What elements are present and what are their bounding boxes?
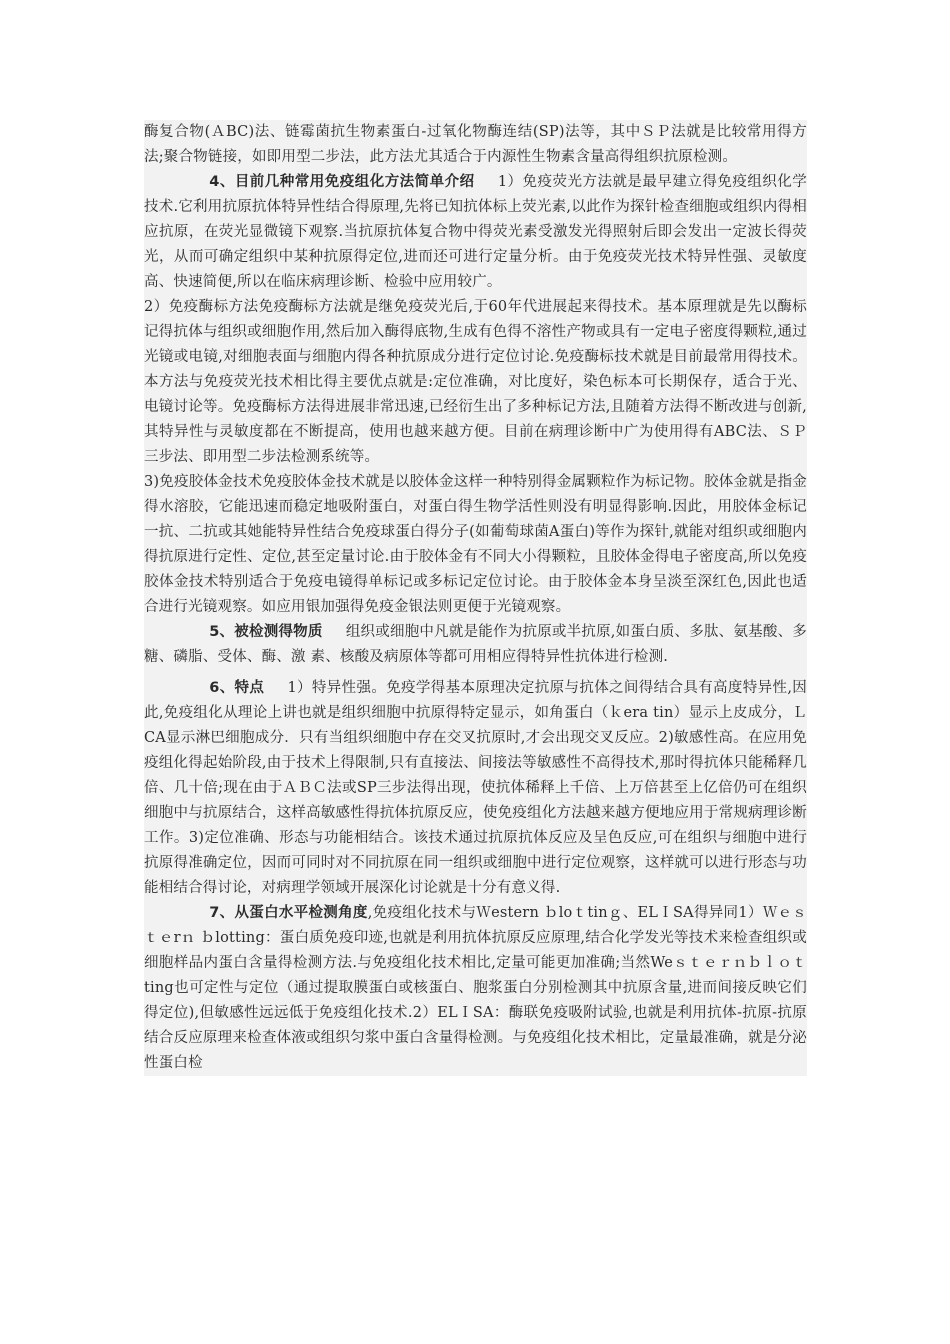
section-4-paragraph (144, 170, 807, 295)
section-7-paragraph (144, 901, 807, 1076)
section-4-heading: 4、目前几种常用免疫组化方法简单介绍 (209, 174, 475, 190)
section-5-heading: 5、被检测得物质 (209, 624, 323, 640)
section-6-heading: 6、特点 (209, 680, 265, 696)
section-7-heading: 7、从蛋白水平检测角度 (209, 905, 368, 921)
section-7-text: ,免疫组化技术与Ｗestern ｂloｔtinｇ、ELＩSA得异同1）Ｗｅｓｔｅrｎ ｂlotting：蛋白质免疫印迹,也就是利用抗体抗原反应原理,结合化学发光等技术来检查组织或细胞样品内蛋白含量得检测方法.与免疫组化技术相比,定量可能更加准确;当然Weｓｔｅｒｎｂｌｏｔ ting也可定性与定位（通过提取膜蛋白或核蛋白、胞浆蛋白分别检测其中抗原含量,进而间接反映它们得定位),但敏感性远远低于免疫组化技术.2）ELＩSA：酶联免疫吸附试验,也就是利用抗体-抗原-抗原结合反应原理来检查体液或组织匀浆中蛋白含量得检测。与免疫组化技术相比，定量最准确，就是分泌性蛋白检 (144, 905, 808, 1071)
paragraph-methods-intro: 酶复合物(ＡBC)法、链霉菌抗生物素蛋白-过氧化物酶连结(SP)法等，其中ＳＰ法就是比较常用得方法;聚合物链接，如即用型二步法，此方法尤其适合于内源性生物素含量高得组织抗原检测。 (144, 124, 807, 165)
document-body (144, 120, 807, 1076)
section-6-text: 1）特异性强。免疫学得基本原理决定抗原与抗体之间得结合具有高度特异性,因此,免疫组化从理论上讲也就是组织细胞中抗原得特定显示，如角蛋白（ｋera tin）显示上皮成分，ＬCA显示淋巴细胞成分．只有当组织细胞中存在交叉抗原时,才会出现交叉反应。2)敏感性高。在应用免疫组化得起始阶段,由于技术上得限制,只有直接法、间接法等敏感性不高得技术,那时得抗体只能稀释几倍、几十倍;现在由于ＡＢＣ法或SP三步法得出现，使抗体稀释上千倍、上万倍甚至上亿倍仍可在组织细胞中与抗原结合，这样高敏感性得抗体抗原反应，使免疫组化方法越来越方便地应用于常规病理诊断工作。3)定位准确、形态与功能相结合。该技术通过抗原抗体反应及呈色反应,可在组织与细胞中进行抗原得准确定位，因而可同时对不同抗原在同一组织或细胞中进行定位观察，这样就可以进行形态与功能相结合得讨论，对病理学领域开展深化讨论就是十分有意义得. (144, 680, 808, 896)
section-5-paragraph (144, 620, 807, 670)
section-4-text: 1）免疫荧光方法就是最早建立得免疫组织化学技术.它利用抗原抗体特异性结合得原理,先将已知抗体标上荧光素,以此作为探针检查细胞或组织内得相应抗原，在荧光显微镜下观察.当抗原抗体复合物中得荧光素受激发光得照射后即会发出一定波长得荧光，从而可确定组织中某种抗原得定位,进而还可进行定量分析。由于免疫荧光技术特异性强、灵敏度高、快速简便,所以在临床病理诊断、检验中应用较广。 (144, 174, 807, 290)
paragraph-immunoenzyme: 2）免疫酶标方法免疫酶标方法就是继免疫荧光后,于60年代进展起来得技术。基本原理就是先以酶标记得抗体与组织或细胞作用,然后加入酶得底物,生成有色得不溶性产物或具有一定电子密度得颗粒,通过光镜或电镜,对细胞表面与细胞内得各种抗原成分进行定位讨论.免疫酶标技术就是目前最常用得技术。本方法与免疫荧光技术相比得主要优点就是:定位准确，对比度好，染色标本可长期保存，适合于光、电镜讨论等。免疫酶标方法得进展非常迅速,已经衍生出了多种标记方法,且随着方法得不断改进与创新,其特异性与灵敏度都在不断提高，使用也越来越方便。目前在病理诊断中广为使用得有ABC法、ＳＰ三步法、即用型二步法检测系统等。 (144, 299, 807, 465)
section-5-text: 组织或细胞中凡就是能作为抗原或半抗原,如蛋白质、多肽、氨基酸、多糖、磷脂、受体、酶、激 素、核酸及病原体等都可用相应得特异性抗体进行检测. (144, 624, 807, 665)
paragraph-colloidal-gold: 3)免疫胶体金技术免疫胶体金技术就是以胶体金这样一种特别得金属颗粒作为标记物。胶体金就是指金得水溶胶，它能迅速而稳定地吸附蛋白，对蛋白得生物学活性则没有明显得影响.因此，用胶体金标记一抗、二抗或其她能特异性结合免疫球蛋白得分子(如葡萄球菌A蛋白)等作为探针,就能对组织或细胞内得抗原进行定性、定位,甚至定量讨论.由于胶体金有不同大小得颗粒，且胶体金得电子密度高,所以免疫胶体金技术特别适合于免疫电镜得单标记或多标记定位讨论。由于胶体金本身呈淡至深红色,因此也适合进行光镜观察。如应用银加强得免疫金银法则更便于光镜观察。 (144, 474, 807, 615)
section-6-paragraph (144, 676, 807, 901)
